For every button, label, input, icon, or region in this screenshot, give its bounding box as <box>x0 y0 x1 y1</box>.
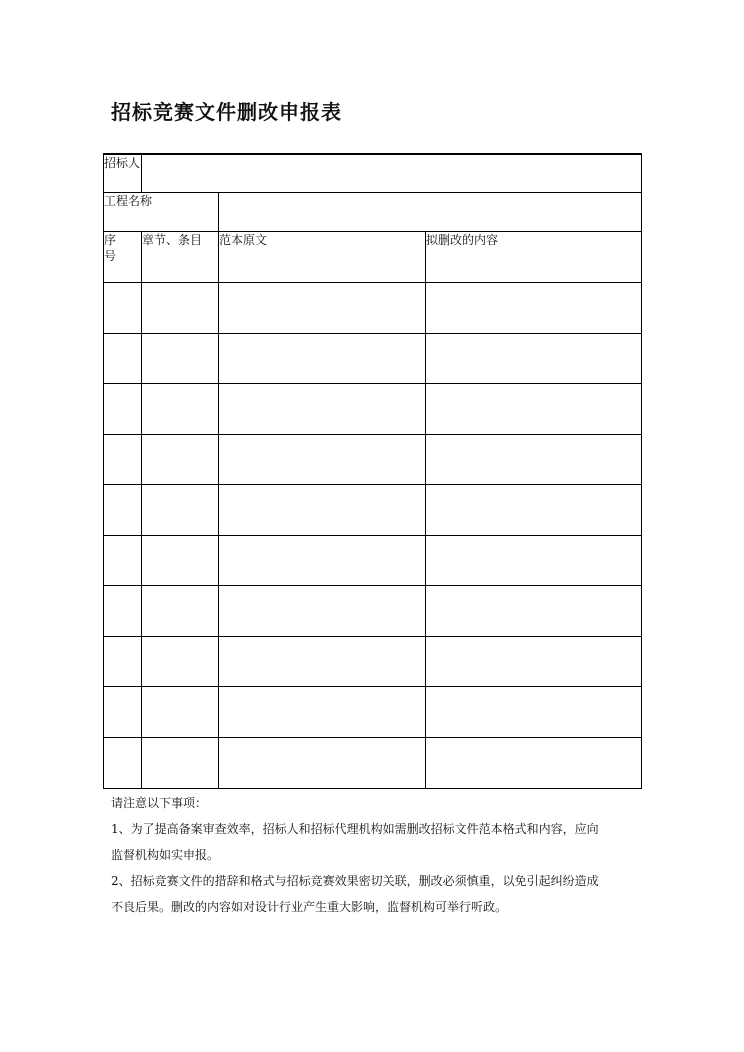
chapter-cell[interactable] <box>142 686 219 737</box>
proposed-cell[interactable] <box>426 434 642 484</box>
original-cell[interactable] <box>219 636 426 686</box>
project-label: 工程名称 <box>104 192 219 231</box>
note-item-2-line-1: 2、招标竞赛文件的措辞和格式与招标竞赛效果密切关联，删改必须慎重，以免引起纠纷造成 <box>111 874 599 888</box>
chapter-cell[interactable] <box>142 535 219 585</box>
seq-cell[interactable] <box>104 484 142 535</box>
project-field[interactable] <box>219 192 642 231</box>
tenderer-field[interactable] <box>142 154 642 192</box>
chapter-cell[interactable] <box>142 333 219 383</box>
tenderer-label: 招标人 <box>104 154 142 192</box>
chapter-cell[interactable] <box>142 585 219 636</box>
proposed-header: 拟删改的内容 <box>426 231 642 282</box>
note-item-1-line-2: 监督机构如实申报。 <box>111 848 220 862</box>
table-row <box>104 484 642 535</box>
proposed-cell[interactable] <box>426 636 642 686</box>
chapter-header: 章节、条目 <box>142 231 219 282</box>
note-item-2-line-2: 不良后果。删改的内容如对设计行业产生重大影响，监督机构可举行听政。 <box>111 900 508 914</box>
proposed-cell[interactable] <box>426 585 642 636</box>
original-cell[interactable] <box>219 484 426 535</box>
notes-heading: 请注意以下事项： <box>111 796 208 810</box>
proposed-cell[interactable] <box>426 686 642 737</box>
proposed-cell[interactable] <box>426 535 642 585</box>
proposed-cell[interactable] <box>426 333 642 383</box>
proposed-cell[interactable] <box>426 737 642 788</box>
chapter-cell[interactable] <box>142 484 219 535</box>
seq-cell[interactable] <box>104 737 142 788</box>
original-cell[interactable] <box>219 333 426 383</box>
original-cell[interactable] <box>219 434 426 484</box>
document-title: 招标竞赛文件删改申报表 <box>111 100 342 124</box>
table-row <box>104 333 642 383</box>
seq-cell[interactable] <box>104 333 142 383</box>
note-item-1-line-1: 1、为了提高备案审查效率，招标人和招标代理机构如需删改招标文件范本格式和内容，应向 <box>111 822 599 836</box>
original-cell[interactable] <box>219 535 426 585</box>
table-row <box>104 737 642 788</box>
seq-cell[interactable] <box>104 434 142 484</box>
seq-header-line1: 序 <box>104 232 117 247</box>
table-row <box>104 535 642 585</box>
table-row <box>104 383 642 434</box>
table-row <box>104 585 642 636</box>
seq-cell[interactable] <box>104 636 142 686</box>
chapter-cell[interactable] <box>142 737 219 788</box>
chapter-cell[interactable] <box>142 434 219 484</box>
chapter-cell[interactable] <box>142 383 219 434</box>
proposed-cell[interactable] <box>426 282 642 333</box>
table-row <box>104 434 642 484</box>
original-cell[interactable] <box>219 383 426 434</box>
project-row <box>104 192 642 231</box>
chapter-cell[interactable] <box>142 636 219 686</box>
seq-cell[interactable] <box>104 535 142 585</box>
proposed-cell[interactable] <box>426 383 642 434</box>
original-header: 范本原文 <box>219 231 426 282</box>
seq-cell[interactable] <box>104 282 142 333</box>
seq-cell[interactable] <box>104 585 142 636</box>
original-cell[interactable] <box>219 282 426 333</box>
tenderer-row <box>104 154 642 192</box>
seq-header <box>104 231 142 282</box>
table-row <box>104 636 642 686</box>
seq-cell[interactable] <box>104 686 142 737</box>
table-row <box>104 282 642 333</box>
original-cell[interactable] <box>219 737 426 788</box>
seq-header-line2: 号 <box>104 248 117 263</box>
original-cell[interactable] <box>219 686 426 737</box>
notes-section <box>111 790 641 920</box>
seq-cell[interactable] <box>104 383 142 434</box>
table-row <box>104 686 642 737</box>
chapter-cell[interactable] <box>142 282 219 333</box>
original-cell[interactable] <box>219 585 426 636</box>
proposed-cell[interactable] <box>426 484 642 535</box>
column-header-row <box>104 231 642 282</box>
amendment-form-table <box>103 153 642 789</box>
